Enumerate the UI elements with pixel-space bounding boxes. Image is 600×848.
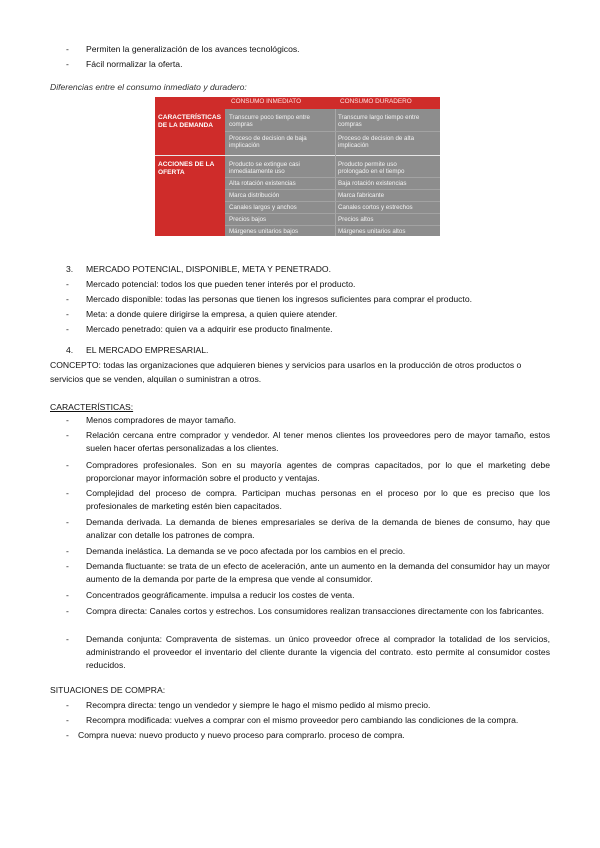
list-item-text: Concentrados geográficamente. impulsa a reducir los costes de venta. [86, 590, 355, 600]
list-item-text: Recompra directa: tengo un vendedor y siempre le hago el mismo pedido al mismo precio. [86, 700, 431, 710]
section-number: 3. [66, 264, 74, 274]
bullet-dash: - [66, 415, 69, 425]
bullet-dash: - [66, 279, 69, 289]
table-cell: Canales largos y anchos [229, 204, 297, 211]
table-cell: compras [338, 121, 362, 128]
bullet-dash: - [66, 715, 69, 725]
list-item-text: Compra directa: Canales cortos y estrechos. Los consumidores realizan transacciones directamente con los fabricantes. [86, 606, 545, 616]
list-item-text: Demanda fluctuante: se trata de un efecto de aceleración, ante un aumento en la demanda del consumidor hay un mayor aumento de la demanda por parte de la empresa que vende al consumidor. [86, 561, 550, 585]
table-cell-divider [225, 177, 440, 178]
bullet-dash: - [66, 294, 69, 304]
section-title: MERCADO POTENCIAL, DISPONIBLE, META Y PENETRADO. [86, 264, 331, 274]
diferencias-heading: Diferencias entre el consumo inmediato y duradero: [50, 82, 247, 92]
table-cell: compras [229, 121, 253, 128]
list-item-text: Demanda inelástica. La demanda se ve poco afectada por los cambios en el precio. [86, 546, 406, 556]
table-cell: implicación [229, 142, 260, 149]
table-cell: Márgenes unitarios altos [338, 228, 406, 235]
bullet-dash: - [66, 634, 69, 644]
section-title: EL MERCADO EMPRESARIAL. [86, 345, 209, 355]
table-cell-divider [225, 131, 440, 132]
bullet-dash: - [66, 590, 69, 600]
table-cell: Alta rotación existencias [229, 180, 296, 187]
bullet-dash: - [66, 324, 69, 334]
concepto-text: todas las organizaciones que adquieren bienes y servicios para usarlos en la producción de otros productos o servicios que se venden, alquilan o suministran a otros. [50, 360, 522, 384]
table-column-divider [335, 109, 336, 236]
list-item-text: Demanda derivada. La demanda de bienes empresariales se deriva de la demanda de bienes de consumo, hay que analizar con detalle los patrones de compra. [86, 517, 550, 541]
list-item-text: Demanda conjunta: Compraventa de sistemas. un único proveedor ofrece al comprador la totalidad de los servicios, administrando el proveedor el inventario del cliente durante la vigencia del contrato. esto permite al consumidor costes reducidos. [86, 634, 550, 671]
table-cell: Precios altos [338, 216, 374, 223]
list-item-text: Recompra modificada: vuelves a comprar con el mismo proveedor pero cambiando las condiciones de la compra. [86, 715, 519, 725]
table-cell: Transcurre poco tiempo entre [229, 114, 310, 121]
table-header-inmediato: CONSUMO INMEDIATO [231, 98, 302, 105]
table-cell: Márgenes unitarios bajos [229, 228, 299, 235]
list-item-text: Relación cercana entre comprador y vendedor. Al tener menos clientes los proveedores pero de mayor tamaño, estos suelen hacer ofertas personalizadas a los clientes. [86, 430, 550, 454]
list-item-text: Permiten la generalización de los avances tecnológicos. [86, 44, 300, 54]
table-cell: prolongado en el tiempo [338, 168, 405, 175]
table-cell: implicación [338, 142, 369, 149]
list-item-text: Mercado penetrado: quien va a adquirir ese producto finalmente. [86, 324, 333, 334]
table-cell: Proceso de decision de alta [338, 135, 415, 142]
list-item-text: Meta: a donde quiere dirigirse la empresa, a quien quiere atender. [86, 309, 338, 319]
list-item-text: Compra nueva: nuevo producto y nuevo proceso para comprarlo. proceso de compra. [78, 730, 405, 740]
table-cell-divider [225, 189, 440, 190]
table-row-label: DE LA DEMANDA [158, 122, 214, 129]
bullet-dash: - [66, 309, 69, 319]
table-cell: Baja rotación existencias [338, 180, 407, 187]
bullet-dash: - [66, 517, 69, 527]
situaciones-heading: SITUACIONES DE COMPRA: [50, 685, 166, 695]
bullet-dash: - [66, 546, 69, 556]
table-header-duradero: CONSUMO DURADERO [340, 98, 412, 105]
list-item-text: Compradores profesionales. Son en su mayoría agentes de compras capacitados, por lo que el marketing debe proporcionar mayor información sobre el producto y ventajas. [86, 460, 550, 484]
table-row-label: OFERTA [158, 169, 185, 176]
table-cell: Producto permite uso [338, 161, 397, 168]
bullet-dash: - [66, 460, 69, 470]
list-item-text: Menos compradores de mayor tamaño. [86, 415, 236, 425]
bullet-dash: - [66, 606, 69, 616]
table-cell: Canales cortos y estrechos [338, 204, 413, 211]
bullet-dash: - [66, 59, 69, 69]
bullet-dash: - [66, 730, 69, 740]
list-item-text: Mercado disponible: todas las personas que tienen los ingresos suficientes para comprar el producto. [86, 294, 472, 304]
concepto-paragraph [50, 359, 550, 386]
list-item-text: Fácil normalizar la oferta. [86, 59, 183, 69]
bullet-dash: - [66, 488, 69, 498]
concepto-label: CONCEPTO: [50, 360, 101, 370]
table-cell: Marca fabricante [338, 192, 385, 199]
table-cell-divider [225, 201, 440, 202]
table-cell: Precios bajos [229, 216, 267, 223]
list-item-text: Complejidad del proceso de compra. Participan muchas personas en el proceso por lo que es preciso que los profesionales de marketing estén bien capacitados. [86, 488, 550, 512]
consumo-comparison-table [155, 97, 440, 236]
caracteristicas-heading: CARACTERÍSTICAS: [50, 402, 134, 412]
table-row-divider [155, 155, 440, 156]
table-cell-divider [225, 225, 440, 226]
table-cell: Proceso de decision de baja [229, 135, 307, 142]
bullet-dash: - [66, 700, 69, 710]
table-cell-divider [225, 213, 440, 214]
list-item-text: Mercado potencial: todos los que pueden tener interés por el producto. [86, 279, 356, 289]
table-cell: Transcurre largo tiempo entre [338, 114, 420, 121]
bullet-dash: - [66, 44, 69, 54]
table-row-label: ACCIONES DE LA [158, 161, 215, 168]
table-cell: Producto se extingue casi [229, 161, 300, 168]
bullet-dash: - [66, 561, 69, 571]
bullet-dash: - [66, 430, 69, 440]
section-number: 4. [66, 345, 74, 355]
table-cell: inmediatamente uso [229, 168, 285, 175]
table-cell: Marca distribución [229, 192, 280, 199]
table-row-label: CARACTERÍSTICAS [158, 114, 222, 121]
